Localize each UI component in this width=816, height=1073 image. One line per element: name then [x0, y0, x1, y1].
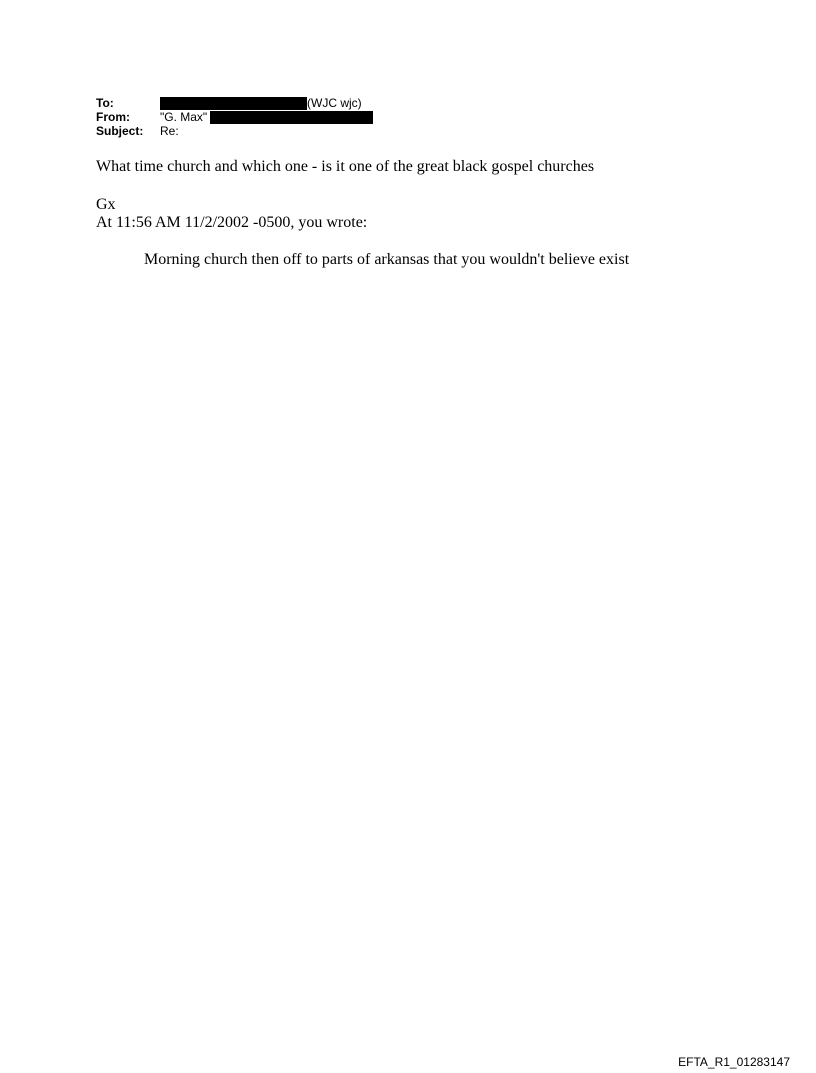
to-label: To:: [96, 96, 114, 110]
to-redaction-block: [160, 97, 307, 110]
document-id: EFTA_R1_01283147: [678, 1055, 790, 1069]
from-redaction-block: [210, 111, 373, 124]
quoted-message-line: Morning church then off to parts of arkansas that you wouldn't believe exist: [144, 251, 630, 268]
subject-label: Subject:: [96, 124, 144, 138]
from-row: [96, 110, 373, 124]
to-value-suffix: (WJC wjc): [307, 96, 362, 110]
to-row: [96, 96, 373, 110]
subject-value: Re:: [160, 124, 179, 138]
from-value: "G. Max": [160, 110, 208, 124]
message-body-line: What time church and which one - is it one of the great black gospel churches: [96, 158, 595, 175]
message-signature: Gx: [96, 196, 116, 213]
from-label: From:: [96, 110, 130, 124]
subject-row: [96, 124, 373, 138]
reply-header-line: At 11:56 AM 11/2/2002 -0500, you wrote:: [96, 214, 368, 231]
email-header: [96, 96, 373, 138]
